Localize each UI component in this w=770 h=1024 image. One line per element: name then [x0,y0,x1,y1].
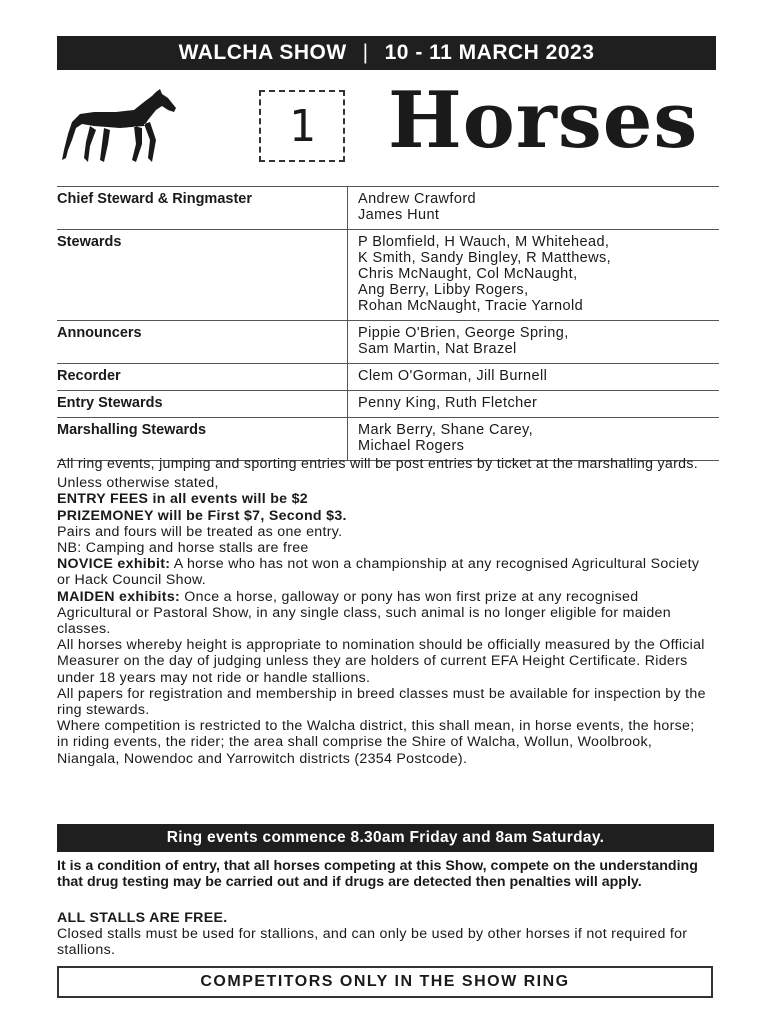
official-name-line: Andrew Crawford [358,191,477,207]
competitors-notice [57,966,713,998]
official-role: Announcers [57,321,348,364]
competitors-notice-text: COMPETITORS ONLY IN THE SHOW RING [200,973,570,990]
official-name-line: Sam Martin, Nat Brazel [358,341,517,357]
official-names [348,187,720,230]
official-name-line: Rohan McNaught, Tracie Yarnold [358,298,584,314]
official-name-line: Chris McNaught, Col McNaught, [358,266,578,282]
official-role: Marshalling Stewards [57,418,348,461]
official-names [348,230,720,321]
info-block [57,456,707,767]
ring-events-banner [57,824,714,852]
papers-text: All papers for registration and membership in breed classes must be available for inspection by the ring stewards. [57,685,706,719]
official-names [348,364,720,391]
stalls-block [57,910,707,958]
drug-condition [57,858,707,890]
officials-row [57,391,719,418]
official-role: Recorder [57,364,348,391]
maiden-label: MAIDEN exhibits: [57,588,181,605]
official-names [348,321,720,364]
show-banner [57,36,716,70]
drug-condition-text: It is a condition of entry, that all horses competing at this Show, compete on the understanding that drug testing may be carried out and if drugs are detected then penalties will apply. [57,858,698,890]
official-name-line: P Blomfield, H Wauch, M Whitehead, [358,234,610,250]
official-name-line: Penny King, Ruth Fletcher [358,395,538,411]
show-dates: 10 - 11 MARCH 2023 [384,41,595,64]
section-number-box [259,90,345,162]
section-title: Horses [388,75,699,166]
official-names [348,418,720,461]
novice-label: NOVICE exhibit: [57,556,171,573]
official-role: Entry Stewards [57,391,348,418]
official-name-line: James Hunt [358,207,440,223]
entry-fees-text: ENTRY FEES in all events will be $2 [57,491,308,508]
officials-row [57,364,719,391]
pairs-text: Pairs and fours will be treated as one entry. [57,523,343,540]
official-name-line: Michael Rogers [358,438,465,454]
officials-row [57,418,719,461]
show-name: WALCHA SHOW [178,41,347,64]
banner-separator: | [362,41,369,64]
unless-stated-text: Unless otherwise stated, [57,475,219,492]
camping-text: NB: Camping and horse stalls are free [57,540,309,557]
official-names [348,391,720,418]
stalls-heading: ALL STALLS ARE FREE. [57,910,228,926]
height-text: All horses whereby height is appropriate to nomination should be officially measured by the Official Measurer on the day of judging unless they are holders of current EFA Height Certificate. Riders under 18 years may not ride or handle stallions. [57,637,705,686]
officials-row [57,187,719,230]
novice-paragraph [57,556,707,588]
ring-events-text: Ring events commence 8.30am Friday and 8am Saturday. [166,829,605,846]
officials-row [57,321,719,364]
horse-silhouette-icon [60,88,178,168]
stalls-text: Closed stalls must be used for stallions, and can only be used by other horses if not required for stallions. [57,926,688,958]
officials-table [57,186,719,461]
section-number: 1 [288,100,316,152]
district-text: Where competition is restricted to the Walcha district, this shall mean, in horse events, the horse; in riding events, the rider; the area shall comprise the Shire of Walcha, Wollun, Woolbrook, Niangala, Nowendoc and Yarrowitch districts (2354 Postcode). [57,718,695,767]
maiden-paragraph [57,589,707,638]
officials-row [57,230,719,321]
official-name-line: K Smith, Sandy Bingley, R Matthews, [358,250,612,266]
prizemoney-text: PRIZEMONEY will be First $7, Second $3. [57,507,347,524]
novice-text: A horse who has not won a championship at any recognised Agricultural Society or Hack Council Show. [57,556,700,589]
official-name-line: Ang Berry, Libby Rogers, [358,282,529,298]
official-role: Chief Steward & Ringmaster [57,187,348,230]
post-entries-text: All ring events, jumping and sporting entries will be post entries by ticket at the marshalling yards. [57,456,698,472]
official-role: Stewards [57,230,348,321]
official-name-line: Pippie O'Brien, George Spring, [358,325,569,341]
official-name-line: Clem O'Gorman, Jill Burnell [358,368,548,384]
official-name-line: Mark Berry, Shane Carey, [358,422,534,438]
maiden-text: Once a horse, galloway or pony has won first prize at any recognised Agricultural or Pastoral Show, in any single class, such animal is no longer eligible for maiden classes. [57,588,671,638]
